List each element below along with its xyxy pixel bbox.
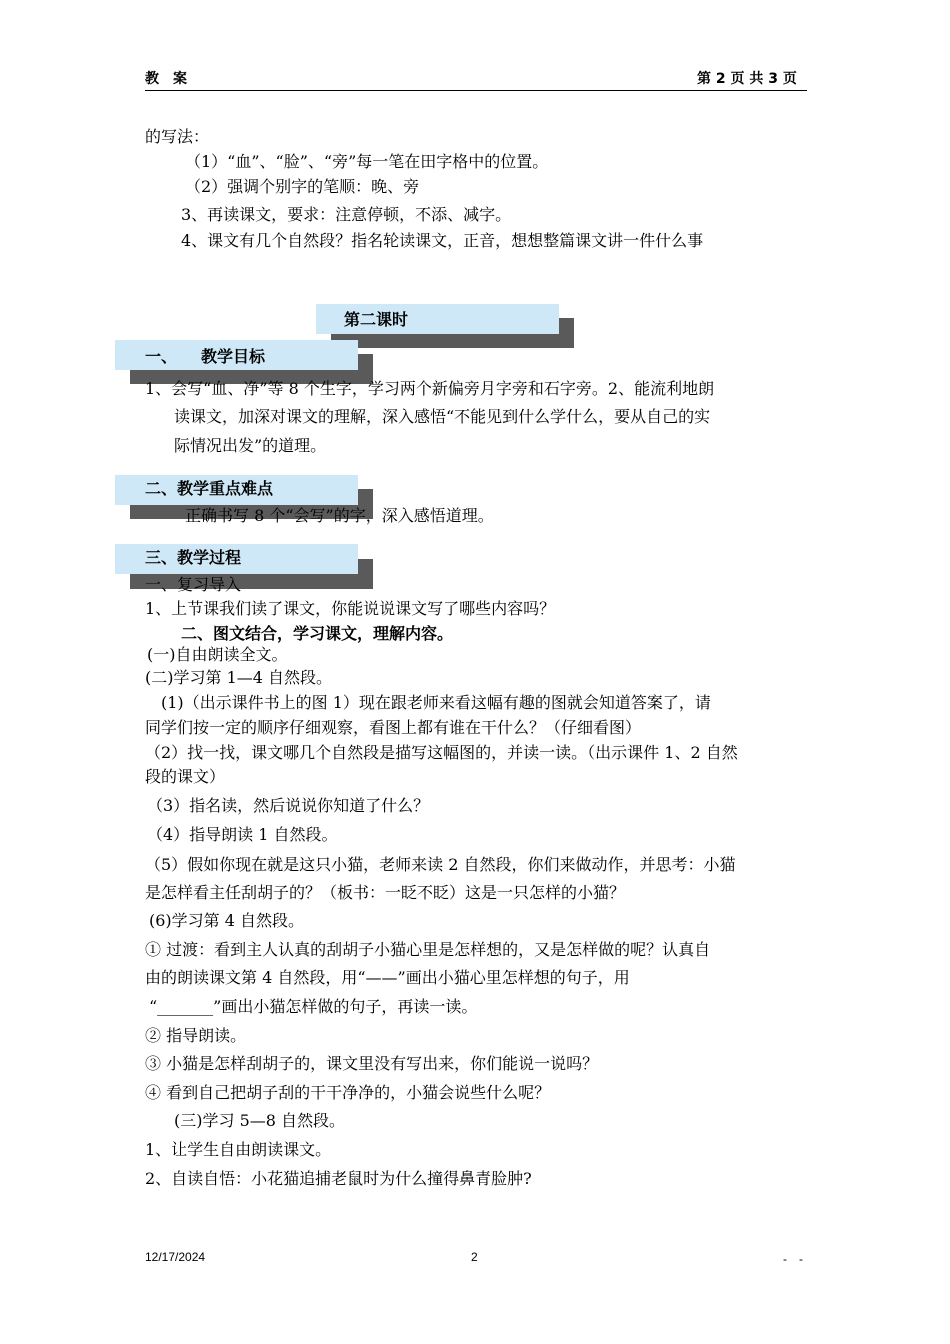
process-line: （3）指名读，然后说说你知道了什么？ [147, 796, 430, 815]
process-line: ① 过渡：看到主人认真的刮胡子小猫心里是怎样想的，又是怎样做的呢？认真自 [145, 940, 711, 959]
header-rule [145, 90, 807, 91]
process-line: 是怎样看主任刮胡子的？（板书：一眨不眨）这是一只怎样的小猫？ [145, 883, 626, 902]
section-key-title: 二、教学重点难点 [145, 479, 274, 498]
intro-line: 3、再读课文，要求：注意停顿，不添、减字。 [181, 205, 512, 224]
section-process-title: 三、教学过程 [145, 548, 242, 567]
section-goals-title: 一、 教学目标 [145, 347, 266, 366]
header-page-info: 第 2 页 共 3 页 [697, 71, 797, 87]
intro-line: 4、课文有几个自然段？指名轮读课文，正音，想想整篇课文讲一件什么事 [181, 231, 704, 250]
process-line: ② 指导朗读。 [145, 1026, 247, 1045]
process-line: 1、让学生自由朗读课文。 [145, 1140, 332, 1159]
process-line: 二、图文结合，学习课文，理解内容。 [181, 624, 454, 643]
footer-marks: - - [783, 1252, 803, 1266]
lesson-title: 第二课时 [344, 310, 409, 329]
process-line: （4）指导朗读 1 自然段。 [147, 825, 338, 844]
process-line: “_______”画出小猫怎样做的句子，再读一读。 [149, 997, 478, 1016]
process-line: （2）找一找，课文哪几个自然段是描写这幅图的，并读一读。（出示课件 1、2 自然 [145, 743, 738, 762]
process-line: 同学们按一定的顺序仔细观察，看图上都有谁在干什么？（仔细看图） [145, 718, 642, 737]
process-line: 一、复习导入 [145, 575, 242, 594]
process-line: (二)学习第 1—4 自然段。 [145, 668, 333, 687]
intro-line: 的写法： [145, 127, 210, 146]
process-line: 2、自读自悟：小花猫追捕老鼠时为什么撞得鼻青脸肿? [145, 1169, 532, 1188]
header-title: 教 案 [145, 71, 187, 87]
process-line: (1)（出示课件书上的图 1）现在跟老师来看这幅有趣的图就会知道答案了，请 [161, 693, 711, 712]
footer-page-number: 2 [471, 1250, 478, 1264]
process-line: (一)自由朗读全文。 [147, 645, 288, 664]
process-line: ③ 小猫是怎样刮胡子的，课文里没有写出来，你们能说一说吗？ [145, 1054, 599, 1073]
intro-line: （2）强调个别字的笔顺：晚、旁 [185, 177, 420, 196]
process-line: （5）假如你现在就是这只小猫，老师来读 2 自然段，你们来做动作，并思考：小猫 [145, 855, 736, 874]
process-line: 1、上节课我们读了课文，你能说说课文写了哪些内容吗？ [145, 599, 556, 618]
process-line: ④ 看到自己把胡子刮的干干净净的，小猫会说些什么呢？ [145, 1083, 551, 1102]
key-line: 正确书写 8 个“会写”的字，深入感悟道理。 [185, 506, 494, 525]
process-line: 由的朗读课文第 4 自然段，用“——”画出小猫心里怎样想的句子，用 [145, 968, 630, 987]
process-line: (三)学习 5—8 自然段。 [174, 1111, 346, 1130]
process-line: 段的课文） [145, 767, 226, 786]
goals-line: 际情况出发”的道理。 [174, 436, 327, 455]
footer-date: 12/17/2024 [145, 1250, 206, 1264]
goals-line: 1、会写“血、净”等 8 个生字，学习两个新偏旁月字旁和石字旁。2、能流利地朗 [145, 379, 715, 398]
intro-line: （1）“血”、“脸”、“旁”每一笔在田字格中的位置。 [185, 152, 549, 171]
goals-line: 读课文，加深对课文的理解，深入感悟“不能见到什么学什么，要从自己的实 [174, 407, 711, 426]
process-line: (6)学习第 4 自然段。 [149, 911, 305, 930]
